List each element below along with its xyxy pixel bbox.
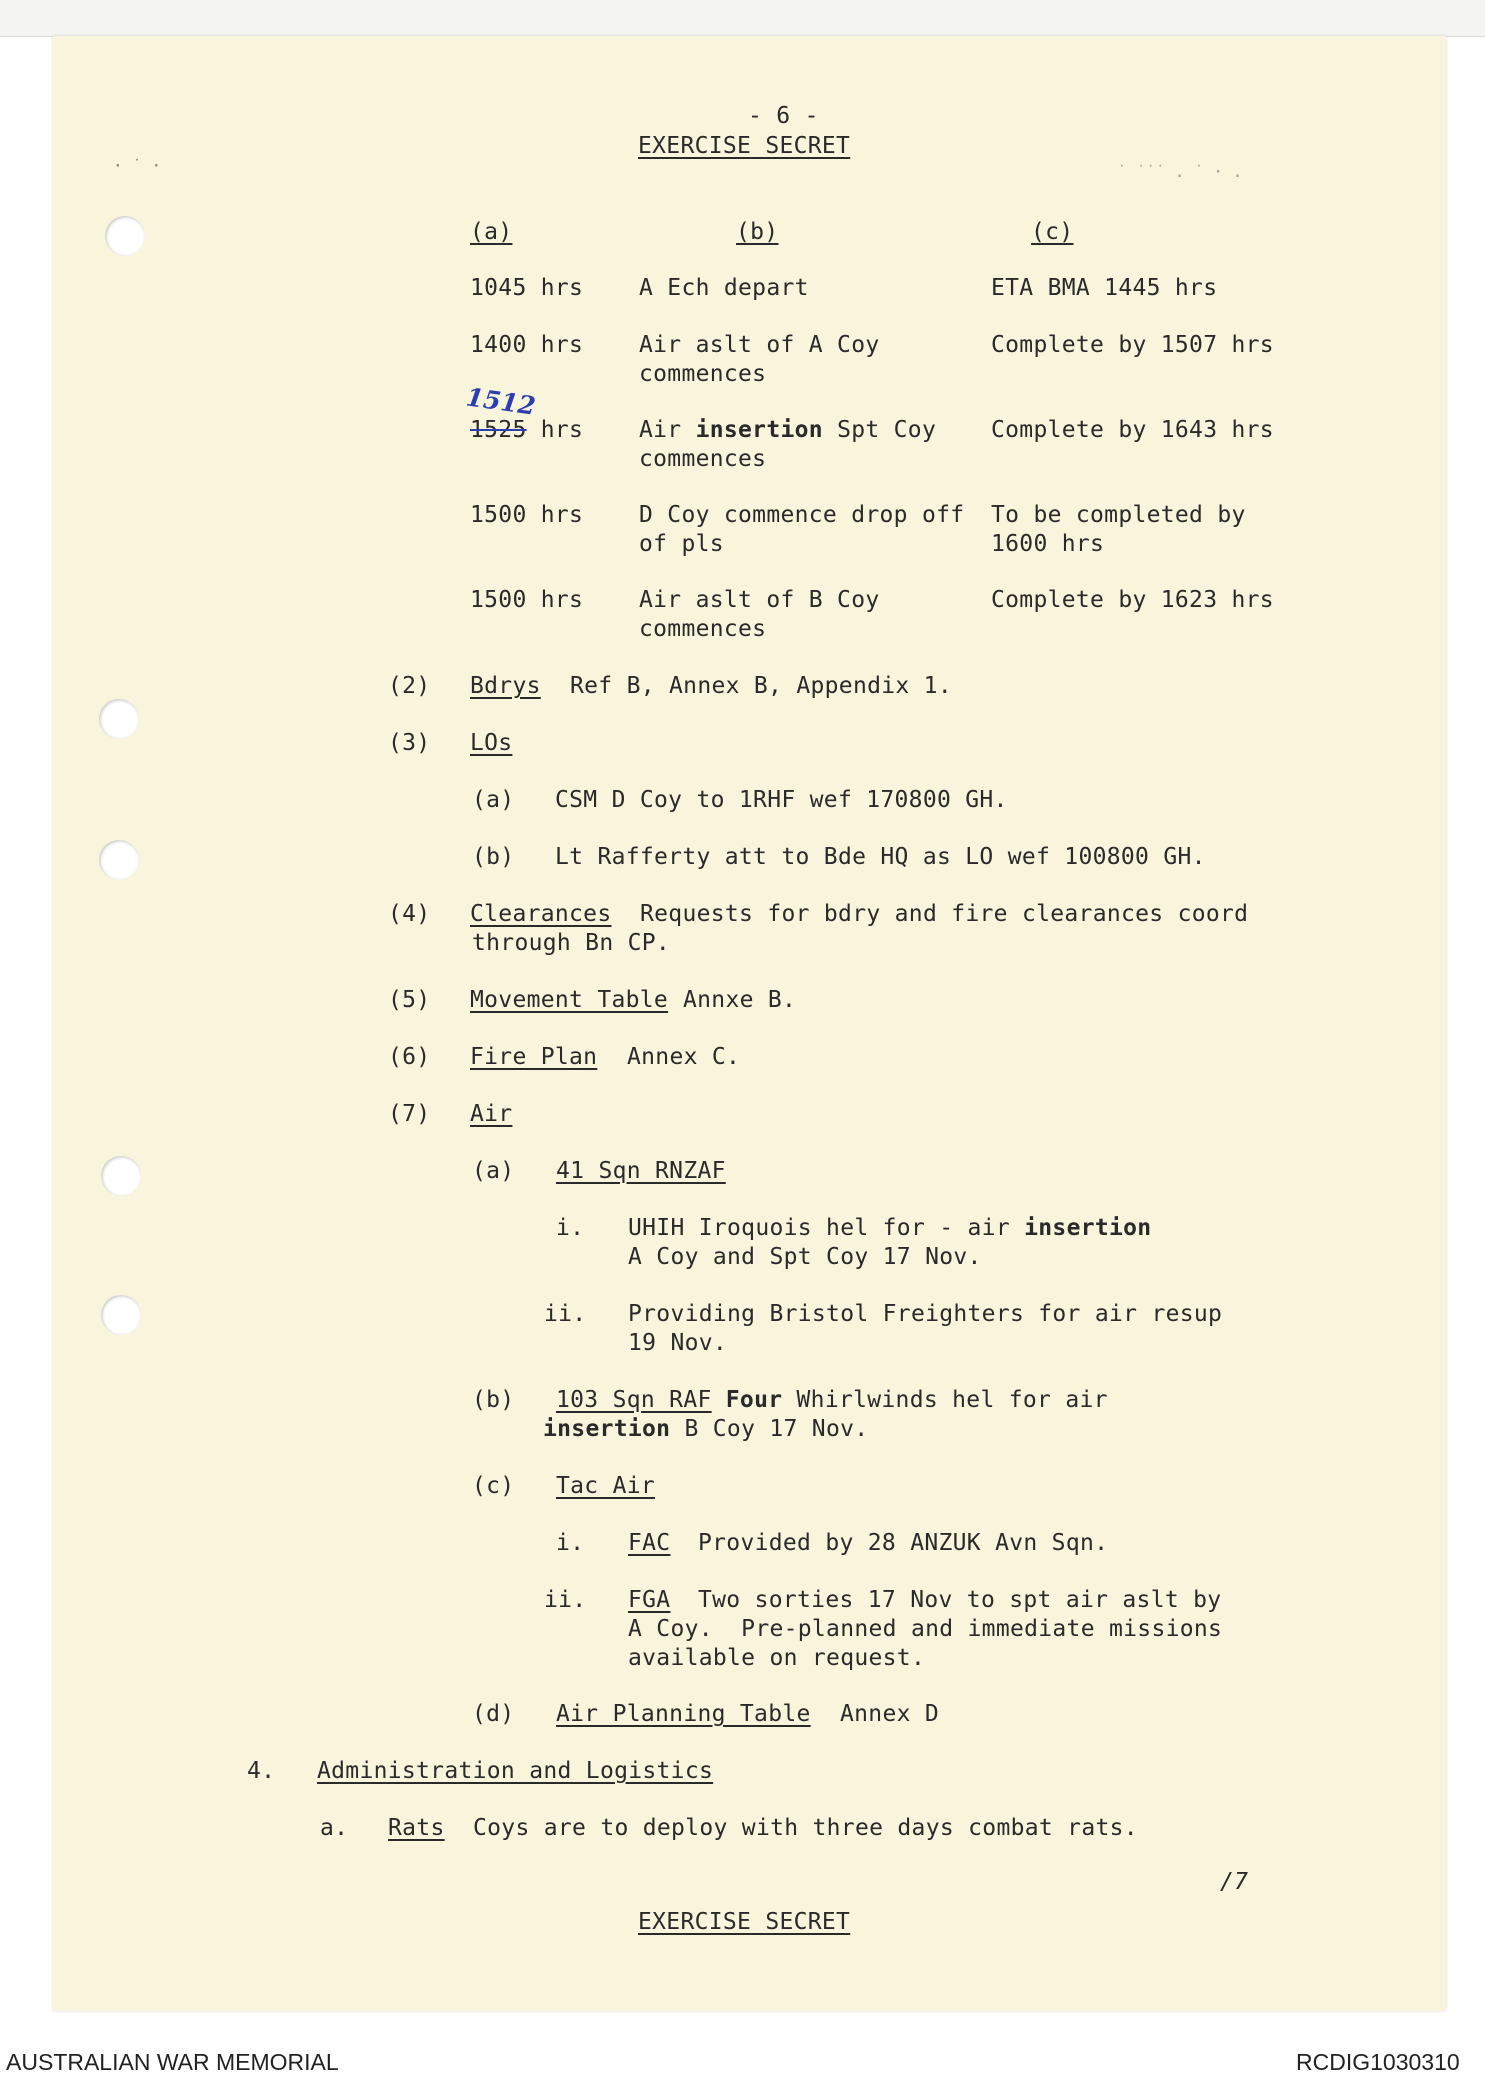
section-title: Administration and Logistics [317,1758,714,1784]
paper-smudge: ˙ ˙˙˙ . ˙ · . [1117,162,1243,181]
punch-hole [99,840,139,880]
sub-item-number: (a) [472,1158,515,1184]
table-cell-remark: ETA BMA 1445 hrs [991,275,1218,301]
table-cell-time: 1525 hrs [470,417,584,443]
item-number: (2) [388,673,431,699]
punch-hole [105,216,145,256]
sub-item-text: Lt Rafferty att to Bde HQ as LO wef 100800 GH. [555,844,1206,870]
roman-number: i. [556,1215,585,1241]
item-text: Annex C. [627,1044,741,1070]
item-text: Ref B, Annex B, Appendix 1. [570,673,952,699]
para-number: a. [320,1815,349,1841]
punch-hole [101,1156,141,1196]
roman-text: Providing Bristol Freighters for air resup [628,1301,1223,1327]
table-cell-time: 1500 hrs [470,502,584,528]
table-cell-event: A Ech depart [639,275,809,301]
sub-item-number: (a) [472,787,515,813]
col-header-c: (c) [1031,219,1074,245]
handwritten-amendment: 1512 [464,382,538,421]
sub-item-text: CSM D Coy to 1RHF wef 170800 GH. [555,787,1008,813]
roman-text: A Coy and Spt Coy 17 Nov. [628,1244,982,1270]
roman-title: FGA [628,1587,671,1613]
table-cell-event: Air aslt of A Coy commences [639,332,880,387]
item-title-fire-plan: Fire Plan [470,1044,598,1070]
section-number: 4. [247,1758,276,1784]
scan-top-strip [0,0,1485,37]
item-title-clearances: Clearances [470,901,612,927]
col-header-a: (a) [470,219,513,245]
item-title-bdrys: Bdrys [470,673,541,699]
roman-number: ii. [544,1587,587,1613]
item-number: (5) [388,987,431,1013]
roman-text: Two sorties 17 Nov to spt air aslt by [698,1587,1222,1613]
sub-item-text: Annex D [840,1701,940,1727]
sub-item-title: Air Planning Table [556,1701,811,1727]
item-text: Requests for bdry and fire clearances coord [640,901,1249,927]
table-cell-remark: Complete by 1623 hrs [991,587,1274,613]
item-number: (7) [388,1101,431,1127]
next-page-marker: /7 [1220,1869,1249,1895]
sub-item-number: (c) [472,1473,515,1499]
table-cell-time: 1500 hrs [470,587,584,613]
page-number: - 6 - [748,103,819,129]
roman-title: FAC [628,1530,671,1556]
item-text: Annxe B. [683,987,797,1013]
roman-text: Provided by 28 ANZUK Avn Sqn. [698,1530,1109,1556]
paper-smudge: · ˙ · [113,156,162,175]
archive-id: RCDIG1030310 [1296,2049,1460,2075]
sub-item-title: Tac Air [556,1473,656,1499]
sub-item-title: 41 Sqn RNZAF [556,1158,726,1184]
classification-bottom: EXERCISE SECRET [638,1909,851,1935]
table-cell-event: Air insertion Spt Coy commences [639,417,937,472]
struck-time: 1525 [470,417,527,443]
table-cell-remark: To be completed by 1600 hrs [991,502,1246,557]
sub-item-text: 103 Sqn RAF Four Whirlwinds hel for air [556,1387,1108,1413]
item-number: (6) [388,1044,431,1070]
sub-item-number: (b) [472,844,515,870]
para-title: Rats [388,1815,445,1841]
roman-text: UHIH Iroquois hel for - air insertion [628,1215,1152,1241]
sub-item-number: (d) [472,1701,515,1727]
item-number: (3) [388,730,431,756]
item-number: (4) [388,901,431,927]
punch-hole [101,1295,141,1335]
para-text: Coys are to deploy with three days combat rats. [473,1815,1138,1841]
roman-text: available on request. [628,1645,926,1671]
table-cell-time: 1400 hrs [470,332,584,358]
sub-item-number: (b) [472,1387,515,1413]
punch-hole [99,699,139,739]
archive-label: AUSTRALIAN WAR MEMORIAL [6,2049,339,2075]
item-title-los: LOs [470,730,513,756]
table-cell-remark: Complete by 1643 hrs [991,417,1274,443]
classification-top: EXERCISE SECRET [638,133,851,159]
sub-item-text: insertion B Coy 17 Nov. [543,1416,869,1442]
roman-text: A Coy. Pre-planned and immediate missions [628,1616,1223,1642]
item-text: through Bn CP. [472,930,671,956]
table-cell-remark: Complete by 1507 hrs [991,332,1274,358]
roman-number: i. [556,1530,585,1556]
table-cell-event: D Coy commence drop off of pls [639,502,965,557]
item-title-air: Air [470,1101,513,1127]
roman-text: 19 Nov. [628,1330,728,1356]
col-header-b: (b) [736,219,779,245]
table-cell-time: 1045 hrs [470,275,584,301]
item-title-movement-table: Movement Table [470,987,669,1013]
table-cell-event: Air aslt of B Coy commences [639,587,880,642]
roman-number: ii. [544,1301,587,1327]
